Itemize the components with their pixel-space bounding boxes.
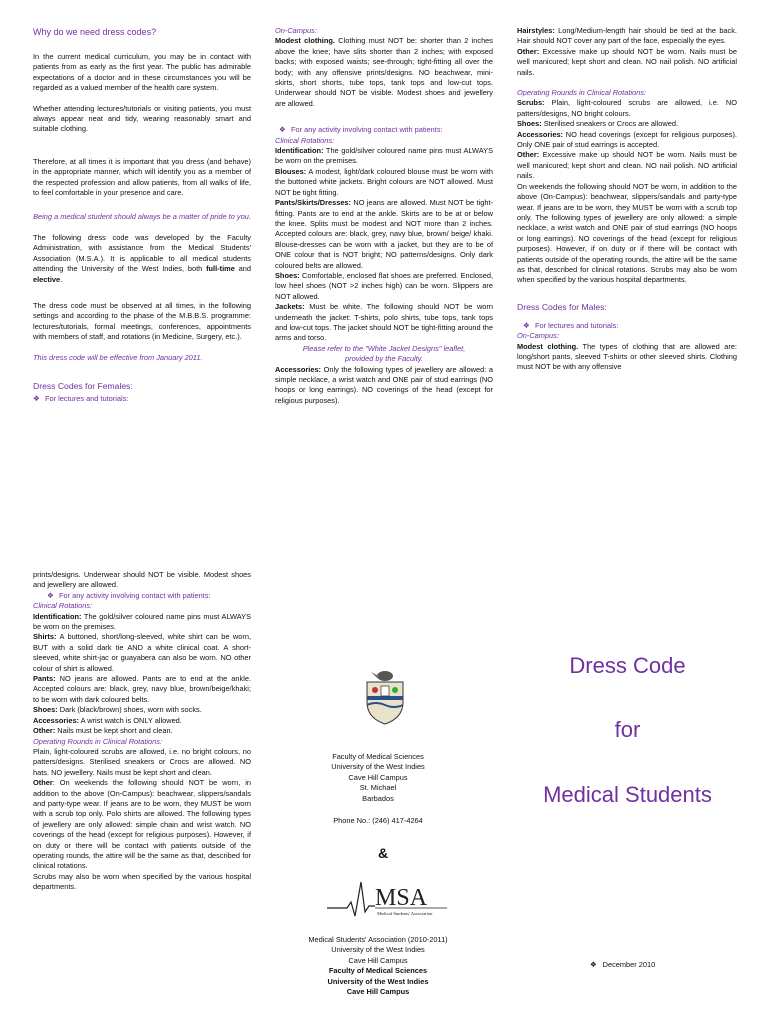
modest-label: Modest clothing. xyxy=(517,341,579,351)
msa-campus-bold: Cave Hill Campus xyxy=(346,987,410,997)
shoes-text: Dark (black/brown) shoes, worn with socks. xyxy=(57,705,202,715)
para-scrubs-note: Scrubs may also be worn when specified by the various hospital departments. xyxy=(33,871,251,892)
cover-title-for: for xyxy=(614,717,641,742)
modest-text: The types of clothing that are allowed are: long/short pants, sleeved T-shirts or other sleeved shirts. Clothing must NOT be with any offensive xyxy=(517,341,737,372)
elective-text: elective xyxy=(33,274,61,284)
para-observe: The dress code must be observed at all times, in the following settings and according to the phase of the M.B.B.S. programme: lectures/tutorials, formal meetings, conferences, appointments with members of staff, and rotations (in Medicine, Surgery, etc.). xyxy=(33,300,251,342)
accessories-label: Accessories: xyxy=(275,364,322,374)
pants-label: Pants: xyxy=(33,674,56,684)
para-scrubs-females xyxy=(517,98,737,119)
diamond-bullet-icon: ❖ xyxy=(279,125,286,135)
para-modest-males xyxy=(517,342,737,373)
heading-females: Dress Codes for Females: xyxy=(33,380,133,391)
accessories-text: NO head coverings (except for religious purposes). Only ONE pair of stud earrings is accepted. xyxy=(517,129,737,150)
bullet-lectures-females xyxy=(33,394,251,404)
bullet-label: For any activity involving contact with patients: xyxy=(291,125,443,135)
bullet-label: For lectures and tutorials: xyxy=(45,393,129,403)
panel-why-dress-codes xyxy=(33,26,251,404)
blouses-text: A modest, light/dark coloured blouse must be worn with the buttoned white jackets. Bright colours are NOT allowed. Must NOT be tight fitting. xyxy=(275,166,493,197)
bullet-patients-males xyxy=(33,591,251,601)
other-text: Nails must be kept short and clean. xyxy=(55,726,173,736)
para-appearance: Whether attending lectures/tutorials or visiting patients, you must always appear neat and tidy, wearing reasonably smart and suitable clothing. xyxy=(33,103,251,134)
diamond-bullet-icon: ❖ xyxy=(47,590,54,600)
other-text: Excessive make up should NOT be worn. Nails must be well manicured; kept short and clean. NO nail polish. NO artificial nails. xyxy=(517,150,737,181)
hair-label: Hairstyles: xyxy=(517,26,555,35)
para-pants-females xyxy=(275,198,493,271)
full-time-text: full-time xyxy=(206,264,235,274)
and-text: and xyxy=(234,264,251,274)
msa-contact xyxy=(268,935,488,997)
other-label: Other: xyxy=(33,726,56,736)
developed-text: The following dress code was developed by the Faculty Administration, with assistance from the Medical Students' Association (M.S.A.). It is applicable to all medical students attending the University of the West Indies, both xyxy=(33,232,251,274)
panel-females-continued xyxy=(517,26,737,373)
ident-text: The gold/silver coloured name pins must ALWAYS be worn on the premises. xyxy=(275,146,493,166)
parish-name: St. Michael xyxy=(359,783,397,793)
para-modest-females xyxy=(275,36,493,109)
para-blouses xyxy=(275,167,493,198)
ident-label: Identification: xyxy=(275,146,324,156)
period-text: . xyxy=(60,274,63,284)
operating-heading-females: Operating Rounds in Clinical Rotations: xyxy=(517,88,646,98)
pants-text: NO jeans are allowed. Pants are to end at the ankle. Accepted colours are: black, grey, navy blue, brown/beige/khaki; to be worn with dark coloured belts. xyxy=(33,674,251,704)
para-other-females xyxy=(517,47,737,78)
para-developed xyxy=(33,233,251,285)
para-ident-males xyxy=(33,612,251,633)
phone-number: Phone No.: (246) 417-4264 xyxy=(333,816,423,826)
accessories-label: Accessories: xyxy=(517,129,564,139)
cover-title-dress-code: Dress Code xyxy=(569,653,686,678)
date-text: December 2010 xyxy=(602,960,656,969)
country-name: Barbados xyxy=(362,793,394,803)
pants-label: Pants/Skirts/Dresses: xyxy=(275,198,351,208)
para-intro: In the current medical curriculum, you may be in contact with patients from as early as the first year. The public has admirable expectations of a doctor and in these circumstances you will be regarded as a valued member of the health care system. xyxy=(33,52,251,93)
para-hairstyles xyxy=(517,26,737,47)
para-accessories-females xyxy=(275,365,493,407)
msa-logo-text: MSA xyxy=(375,885,428,911)
other-text: : On weekends the following should NOT be worn, in addition to the above (On-Campus): beachwear, slippers/sandals and party-type wear. If jeans are to be worn, they MUST be worn with a scrub top only. Polo shirts are allowed. The following types of jewellery are only allowed: simple chain and wrist watch. NO coverings of the head (except for religious purposes). However, if on duty or there will be contact with patients outside of the operating rounds, the attire will be the same as that, described for clinical rotations. xyxy=(33,778,251,871)
bullet-patients-females xyxy=(275,125,493,135)
shoes-text: Comfortable, enclosed flat shoes are preferred. Enclosed, low heel shoes (NOT >2 inches high) can be worn. Slippers are NOT allowed. xyxy=(275,270,493,301)
msa-university: University of the West Indies xyxy=(331,945,425,955)
para-op-males: Plain, light-coloured scrubs are allowed, i.e. no bright colours, no patters/designs. Sterilised sneakers or Crocs are allowed. NO hats. NO jewellery. Nails must be kept short and clean. xyxy=(33,746,251,777)
ident-label: Identification: xyxy=(33,611,82,621)
modest-label: Modest clothing. xyxy=(275,36,335,46)
shoes-text: Sterilised sneakers or Crocs are allowed. xyxy=(541,119,679,129)
shirts-text: A buttoned, short/long-sleeved, white shirt can be worn, BUT with a solid dark tie AND a white clinical coat. A short-sleeved, white shirt-jac or guayabera can also be worn. NO other colour of shirt is allowed. xyxy=(33,632,251,673)
ident-text: The gold/silver coloured name pins must ALWAYS be worn on the premises. xyxy=(33,611,251,632)
para-pants-males xyxy=(33,674,251,705)
ampersand: & xyxy=(377,845,389,861)
jackets-label: Jackets: xyxy=(275,302,305,312)
jackets-text: Must be white. The following should NOT be worn underneath the jacket: T-shirts, polo shirts, tube tops, tank tops and low-cut tops. The jacket should NOT be tight-fitting around the arms and torso. xyxy=(275,302,493,343)
pants-text: NO jeans are allowed. Must NOT be tight-fitting. Pants are to end at the ankle. Skirts are to be at or below the knee. Splits must be modest and NOT more than 2 inches. Accepted colours are: black, grey, navy blue, brown/ beige/ khaki. Blouse-dresses can be worn with a jacket, but they are to be of ONE colour that is NOT bright; NO patterns/designs. Only dark coloured belts are allowed. xyxy=(275,198,493,270)
other-label: Other: xyxy=(517,46,540,56)
refer-note: Please refer to the "White Jacket Designs" leaflet, provided by the Faculty. xyxy=(302,343,466,364)
para-shoes-females xyxy=(275,271,493,302)
heading-males: Dress Codes for Males: xyxy=(517,301,607,312)
para-op-other xyxy=(517,150,737,181)
diamond-bullet-icon: ❖ xyxy=(33,393,40,403)
effective-note: This dress code will be effective from January 2011. xyxy=(33,352,203,362)
scrubs-text: Plain, light-coloured scrubs are allowed, i.e. NO patters/designs, NO bright colours. xyxy=(517,98,737,118)
msa-logo xyxy=(325,872,455,922)
msa-campus: Cave Hill Campus xyxy=(348,955,408,965)
university-name: University of the West Indies xyxy=(331,762,425,772)
msa-logo-subtitle: Medical Students' Association xyxy=(377,911,433,916)
para-shirts xyxy=(33,632,251,674)
diamond-bullet-icon: ❖ xyxy=(590,960,597,969)
scrubs-label: Scrubs: xyxy=(517,98,545,108)
msa-name: Medical Students' Association (2010-2011) xyxy=(308,935,448,944)
bullet-label: For lectures and tutorials: xyxy=(535,320,619,330)
heading-why: Why do we need dress codes? xyxy=(33,27,157,37)
panel-males-code xyxy=(33,570,251,893)
accessories-label: Accessories: xyxy=(33,715,80,725)
bullet-lectures-males xyxy=(517,321,737,331)
on-campus-label: On-Campus: xyxy=(275,26,317,35)
para-jackets xyxy=(275,302,493,344)
motto: Being a medical student should always be a matter of pride to you. xyxy=(33,212,251,222)
faculty-contact xyxy=(268,752,488,826)
para-op-accessories xyxy=(517,130,737,151)
accessories-text: Only the following types of jewellery are allowed: a simple necklace, a wrist watch and ONE pair of stud earrings (NO hoops or long earrings). NO coverings of the head (except for religious purposes). xyxy=(275,364,493,405)
other-label: Other xyxy=(33,778,53,788)
university-crest-icon xyxy=(361,668,409,726)
para-shoes-males xyxy=(33,705,251,715)
clinical-label: Clinical Rotations: xyxy=(275,135,335,145)
cover-date xyxy=(590,960,655,969)
msa-university-bold: University of the West Indies xyxy=(327,976,429,986)
accessories-text: A wrist watch is ONLY allowed. xyxy=(79,715,182,725)
on-campus-males-label: On-Campus: xyxy=(517,331,559,341)
para-prints: prints/designs. Underwear should NOT be visible. Modest shoes and jewellery are allowed. xyxy=(33,570,251,590)
clinical-males-label: Clinical Rotations: xyxy=(33,601,93,611)
panel-females-code xyxy=(275,26,493,406)
modest-text: Clothing must NOT be: shorter than 2 inches above the knee; have slits shorter than 2 inches; with exposed backs; with exposed waists; see-through; tight-fitting all over the body; with any offensive prints/designs. NO beachwear, mini-skirts, short shorts, tube tops, tank tops and low-cut tops. Underwear should NOT be visible. Modest shoes and jewellery are allowed. xyxy=(275,36,493,108)
para-weekends-females: On weekends the following should NOT be worn, in addition to the above (On-Campus): beachwear, slippers/sandals and party-type wear. If jeans are to be worn, they MUST be worn with a scrub top only. The following types of jewellery are only allowed: a simple necklace, a wrist watch and ONE pair of stud earrings (NO hoops or long earrings). NO coverings of the head (except for religious purposes). However, if on duty or if there will be contact with patients outside of the operating rounds, the attire will be the same as that, described for clinical rotations. Scrubs may also be worn when specified by the various hospital departments. xyxy=(517,181,737,285)
shoes-label: Shoes: xyxy=(275,270,300,280)
para-op-shoes xyxy=(517,119,737,129)
shoes-label: Shoes: xyxy=(33,705,58,715)
other-text: Excessive make up should NOT be worn. Nails must be well manicured; kept short and clean. NO nail polish. NO artificial nails. xyxy=(517,46,737,77)
blouses-label: Blouses: xyxy=(275,166,307,176)
para-ident xyxy=(275,146,493,167)
operating-heading-males: Operating Rounds in Clinical Rotations: xyxy=(33,736,162,746)
cover-title-medical-students: Medical Students xyxy=(543,782,712,807)
para-behave: Therefore, at all times it is important that you dress (and behave) in the appropriate manner, which will identify you as a member of the respected profession and allow patients, from all walks of life, to feel comfortable in your presence and care. xyxy=(33,156,251,198)
para-weekends-males xyxy=(33,778,251,872)
para-accessories-males xyxy=(33,716,251,726)
campus-name: Cave Hill Campus xyxy=(348,772,408,782)
shoes-label: Shoes: xyxy=(517,119,542,129)
shirts-label: Shirts: xyxy=(33,632,57,642)
faculty-name: Faculty of Medical Sciences xyxy=(332,752,424,761)
other-label: Other: xyxy=(517,150,540,160)
msa-faculty: Faculty of Medical Sciences xyxy=(328,966,428,976)
diamond-bullet-icon: ❖ xyxy=(523,320,530,330)
bullet-label: For any activity involving contact with patients: xyxy=(59,590,211,600)
hair-text: Long/Medium-length hair should be tied at the back. Hair should NOT cover any part of the face, especially the eyes. xyxy=(517,26,737,46)
para-other-males xyxy=(33,726,251,736)
